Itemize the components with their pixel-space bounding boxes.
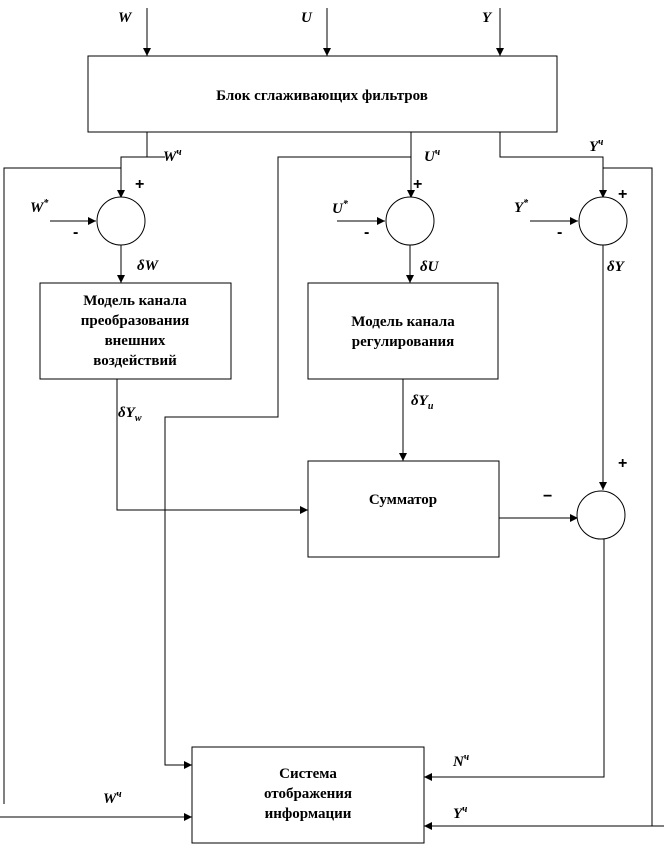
model-control-line1: Модель канала bbox=[351, 314, 455, 330]
model-control-line2: регулирования bbox=[351, 334, 455, 350]
w-ref-mark: * bbox=[43, 198, 49, 209]
y-filtered-base: Y bbox=[589, 139, 599, 155]
w-ref-label bbox=[30, 198, 49, 216]
dyu-sub: u bbox=[427, 401, 434, 412]
input-w-label: W bbox=[118, 10, 132, 26]
w-comparator bbox=[97, 197, 145, 245]
u-ref-label bbox=[332, 199, 349, 217]
model-external-line3: внешних bbox=[104, 333, 166, 349]
w-bypass-route bbox=[4, 168, 121, 804]
y-minus-sign: - bbox=[557, 224, 563, 241]
u-plus-sign: + bbox=[413, 176, 423, 193]
input-y-label: Y bbox=[482, 10, 492, 26]
model-external-line4: воздействий bbox=[93, 353, 177, 369]
model-external-line2: преобразования bbox=[80, 313, 190, 329]
u-ref-mark: * bbox=[342, 199, 348, 210]
dyw-label bbox=[118, 405, 142, 424]
y-filtered-label bbox=[589, 137, 603, 155]
du-label: δU bbox=[420, 259, 439, 275]
y-ref-mark: * bbox=[523, 198, 529, 209]
final-comparator bbox=[577, 491, 625, 539]
u-filtered-mark: ч bbox=[434, 147, 441, 158]
w-ref-base: W bbox=[30, 200, 44, 216]
w-filtered-base: W bbox=[163, 149, 177, 165]
y-comparator bbox=[579, 197, 627, 245]
final-minus-sign: − bbox=[543, 488, 553, 505]
w-display-mark: ч bbox=[116, 789, 122, 800]
dyu-label bbox=[411, 393, 434, 412]
dyw-sub: w bbox=[134, 413, 142, 424]
dw-label: δW bbox=[137, 258, 159, 274]
display-system-line3: информации bbox=[264, 806, 352, 822]
dy-label: δY bbox=[607, 259, 624, 275]
display-system-line2: отображения bbox=[263, 786, 353, 802]
model-external-line1: Модель канала bbox=[83, 293, 187, 309]
y-display-label bbox=[453, 804, 467, 822]
dyw-base: δY bbox=[118, 405, 135, 421]
y-filtered-mark: ч bbox=[598, 137, 604, 148]
w-display-base: W bbox=[103, 791, 117, 807]
n-line bbox=[424, 539, 604, 777]
final-plus-sign: + bbox=[618, 455, 628, 472]
dyu-base: δY bbox=[411, 393, 428, 409]
w-plus-sign: + bbox=[135, 176, 145, 193]
model-control-block bbox=[308, 283, 498, 379]
y-filtered-line bbox=[500, 132, 603, 198]
n-mark: ч bbox=[463, 752, 470, 763]
display-system-line1: Система bbox=[279, 766, 337, 782]
summator-label: Сумматор bbox=[368, 492, 438, 508]
y-ref-label bbox=[514, 198, 529, 216]
y-display-mark: ч bbox=[462, 804, 468, 815]
dyw-line bbox=[117, 379, 308, 510]
filter-block-label: Блок сглаживающих фильтров bbox=[216, 88, 428, 104]
w-filtered-label bbox=[163, 147, 182, 165]
u-filtered-label bbox=[424, 147, 440, 165]
y-plus-sign: + bbox=[618, 186, 628, 203]
input-u-label: U bbox=[301, 10, 312, 26]
w-filtered-mark: ч bbox=[176, 147, 182, 158]
w-minus-sign: - bbox=[73, 224, 79, 241]
w-display-label bbox=[103, 789, 122, 807]
n-label bbox=[452, 752, 469, 770]
u-minus-sign: - bbox=[364, 224, 370, 241]
y-ref-base: Y bbox=[514, 200, 524, 216]
n-base: N bbox=[453, 754, 464, 770]
summator-block bbox=[308, 461, 499, 557]
y-display-base: Y bbox=[453, 806, 463, 822]
u-comparator bbox=[386, 197, 434, 245]
u-ref-base: U bbox=[332, 201, 343, 217]
u-filtered-base: U bbox=[424, 149, 435, 165]
